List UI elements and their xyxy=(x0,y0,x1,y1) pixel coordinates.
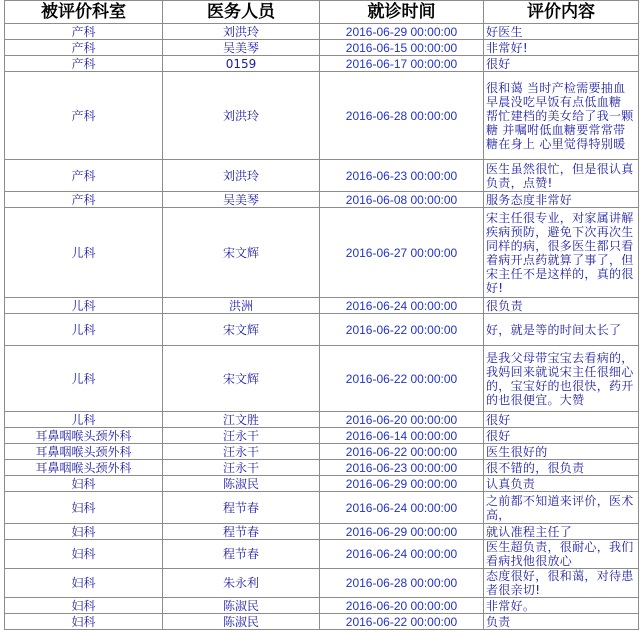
time-cell: 2016-06-08 00:00:00 xyxy=(320,192,484,208)
comment-cell: 态度很好，很和蔼，对待患者很亲切! xyxy=(484,569,639,598)
table-row xyxy=(5,492,639,524)
doctor-cell: 0159 xyxy=(163,56,320,72)
dept-cell: 妇科 xyxy=(5,476,163,492)
dept-cell: 耳鼻咽喉头颈外科 xyxy=(5,444,163,460)
doctor-cell: 洪洲 xyxy=(163,298,320,314)
table-row xyxy=(5,40,639,56)
table-row xyxy=(5,598,639,614)
dept-cell: 儿科 xyxy=(5,412,163,428)
header-dept: 被评价科室 xyxy=(5,1,163,24)
dept-cell: 妇科 xyxy=(5,540,163,569)
dept-cell: 妇科 xyxy=(5,598,163,614)
table-row xyxy=(5,569,639,598)
comment-cell: 很负责 xyxy=(484,298,639,314)
header-comment: 评价内容 xyxy=(484,1,639,24)
dept-cell: 产科 xyxy=(5,24,163,40)
comment-cell: 很好 xyxy=(484,412,639,428)
comment-cell: 是我父母带宝宝去看病的，我妈回来就说宋主任很细心的，宝宝好的也很快，药开的也很便宜。大赞 xyxy=(484,346,639,412)
dept-cell: 耳鼻咽喉头颈外科 xyxy=(5,428,163,444)
table-row xyxy=(5,298,639,314)
time-cell: 2016-06-20 00:00:00 xyxy=(320,598,484,614)
header-row xyxy=(5,1,639,24)
doctor-cell: 吴美琴 xyxy=(163,192,320,208)
doctor-cell: 刘洪玲 xyxy=(163,72,320,160)
time-cell: 2016-06-17 00:00:00 xyxy=(320,56,484,72)
time-cell: 2016-06-29 00:00:00 xyxy=(320,476,484,492)
header-time: 就诊时间 xyxy=(320,1,484,24)
doctor-cell: 程节春 xyxy=(163,524,320,540)
comment-cell: 负责 xyxy=(484,614,639,630)
comment-cell: 医生虽然很忙，但是很认真负责，点赞! xyxy=(484,160,639,192)
time-cell: 2016-06-27 00:00:00 xyxy=(320,208,484,298)
dept-cell: 妇科 xyxy=(5,492,163,524)
time-cell: 2016-06-14 00:00:00 xyxy=(320,428,484,444)
dept-cell: 产科 xyxy=(5,40,163,56)
doctor-cell: 程节春 xyxy=(163,492,320,524)
time-cell: 2016-06-22 00:00:00 xyxy=(320,346,484,412)
time-cell: 2016-06-22 00:00:00 xyxy=(320,314,484,346)
doctor-cell: 刘洪玲 xyxy=(163,160,320,192)
comment-cell: 就认准程主任了 xyxy=(484,524,639,540)
time-cell: 2016-06-20 00:00:00 xyxy=(320,412,484,428)
dept-cell: 耳鼻咽喉头颈外科 xyxy=(5,460,163,476)
time-cell: 2016-06-24 00:00:00 xyxy=(320,540,484,569)
dept-cell: 儿科 xyxy=(5,298,163,314)
doctor-cell: 刘洪玲 xyxy=(163,24,320,40)
dept-cell: 妇科 xyxy=(5,614,163,630)
comment-cell: 非常好! xyxy=(484,40,639,56)
comment-cell: 好医生 xyxy=(484,24,639,40)
comment-cell: 很不错的，很负责 xyxy=(484,460,639,476)
dept-cell: 儿科 xyxy=(5,346,163,412)
header-doctor: 医务人员 xyxy=(163,1,320,24)
time-cell: 2016-06-15 00:00:00 xyxy=(320,40,484,56)
dept-cell: 儿科 xyxy=(5,208,163,298)
time-cell: 2016-06-29 00:00:00 xyxy=(320,524,484,540)
dept-cell: 产科 xyxy=(5,56,163,72)
comment-cell: 医生很好的 xyxy=(484,444,639,460)
time-cell: 2016-06-23 00:00:00 xyxy=(320,460,484,476)
table-row xyxy=(5,444,639,460)
table-row xyxy=(5,72,639,160)
time-cell: 2016-06-24 00:00:00 xyxy=(320,298,484,314)
table-row xyxy=(5,24,639,40)
doctor-cell: 江文胜 xyxy=(163,412,320,428)
table-row xyxy=(5,524,639,540)
doctor-cell: 陈淑民 xyxy=(163,598,320,614)
table-row xyxy=(5,314,639,346)
comment-cell: 医生超负责，很耐心，我们看病找他很放心 xyxy=(484,540,639,569)
comment-cell: 之前都不知道来评价，医术高， xyxy=(484,492,639,524)
table-row xyxy=(5,346,639,412)
doctor-cell: 宋文辉 xyxy=(163,208,320,298)
dept-cell: 产科 xyxy=(5,160,163,192)
comment-cell: 非常好。 xyxy=(484,598,639,614)
doctor-cell: 汪永干 xyxy=(163,460,320,476)
table-row xyxy=(5,460,639,476)
dept-cell: 妇科 xyxy=(5,524,163,540)
doctor-cell: 吴美琴 xyxy=(163,40,320,56)
dept-cell: 妇科 xyxy=(5,569,163,598)
table-row xyxy=(5,208,639,298)
comment-cell: 好，就是等的时间太长了 xyxy=(484,314,639,346)
doctor-cell: 陈淑民 xyxy=(163,614,320,630)
doctor-cell: 汪永干 xyxy=(163,444,320,460)
dept-cell: 儿科 xyxy=(5,314,163,346)
time-cell: 2016-06-24 00:00:00 xyxy=(320,492,484,524)
comment-cell: 很和蔼 当时产检需要抽血 早晨没吃早饭有点低血糖 帮忙建档的美女给了我一颗糖 并嘱咐低血糖要常常带糖在身上 心里觉得特别暖 xyxy=(484,72,639,160)
comment-cell: 宋主任很专业，对家属讲解疾病预防，避免下次再次生同样的病，很多医生都只看着病开点药就算了事了，但宋主任不是这样的，真的很好! xyxy=(484,208,639,298)
doctor-cell: 朱永利 xyxy=(163,569,320,598)
doctor-cell: 宋文辉 xyxy=(163,346,320,412)
time-cell: 2016-06-28 00:00:00 xyxy=(320,569,484,598)
table-row xyxy=(5,192,639,208)
comment-cell: 认真负责 xyxy=(484,476,639,492)
comment-cell: 服务态度非常好 xyxy=(484,192,639,208)
comment-cell: 很好 xyxy=(484,428,639,444)
doctor-cell: 程节春 xyxy=(163,540,320,569)
time-cell: 2016-06-22 00:00:00 xyxy=(320,444,484,460)
table-row xyxy=(5,56,639,72)
dept-cell: 产科 xyxy=(5,72,163,160)
time-cell: 2016-06-22 00:00:00 xyxy=(320,614,484,630)
table-row xyxy=(5,476,639,492)
table-row xyxy=(5,412,639,428)
doctor-cell: 陈淑民 xyxy=(163,476,320,492)
dept-cell: 产科 xyxy=(5,192,163,208)
time-cell: 2016-06-29 00:00:00 xyxy=(320,24,484,40)
time-cell: 2016-06-23 00:00:00 xyxy=(320,160,484,192)
doctor-cell: 汪永干 xyxy=(163,428,320,444)
table-row xyxy=(5,428,639,444)
table-row xyxy=(5,614,639,630)
table-row xyxy=(5,160,639,192)
evaluation-table xyxy=(4,0,639,630)
table-row xyxy=(5,540,639,569)
doctor-cell: 宋文辉 xyxy=(163,314,320,346)
time-cell: 2016-06-28 00:00:00 xyxy=(320,72,484,160)
comment-cell: 很好 xyxy=(484,56,639,72)
